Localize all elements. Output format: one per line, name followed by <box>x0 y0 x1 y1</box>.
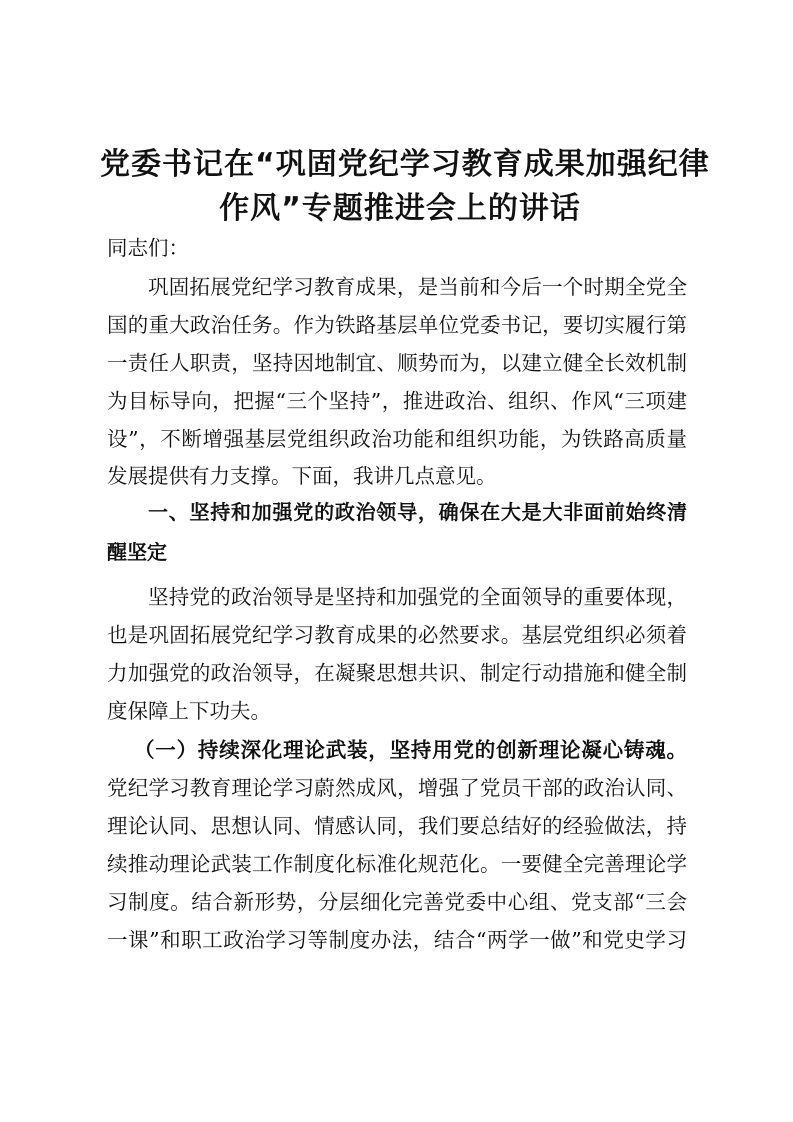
document-title-line-2: 作风”专题推进会上的讲话 <box>219 191 581 226</box>
paragraph-1-line-5: 设”，不断增强基层党组织政治功能和组织功能，为铁路高质量 <box>107 427 687 451</box>
paragraph-1-line-4: 为目标导向，把握“三个坚持”，推进政治、组织、作风“三项建 <box>107 389 687 413</box>
paragraph-3-line-1: 党纪学习教育理论学习蔚然成风，增强了党员干部的政治认同、 <box>107 776 687 800</box>
salutation: 同志们： <box>107 236 189 260</box>
paragraph-2-line-1: 坚持党的政治领导是坚持和加强党的全面领导的重要体现， <box>148 585 687 609</box>
section-1-heading-line-2: 醒坚定 <box>107 540 167 564</box>
subsection-1-heading: （一）持续深化理论武装，坚持用党的创新理论凝心铸魂。 <box>134 738 687 762</box>
paragraph-1-line-2: 国的重大政治任务。作为铁路基层单位党委书记，要切实履行第 <box>107 313 687 337</box>
section-1-heading-line-1: 一、坚持和加强党的政治领导，确保在大是大非面前始终清 <box>148 500 687 524</box>
paragraph-1-line-3: 一责任人职责，坚持因地制宜、顺势而为，以建立健全长效机制 <box>107 351 687 375</box>
paragraph-2-line-4: 度保障上下功夫。 <box>107 699 271 723</box>
paragraph-2-line-3: 力加强党的政治领导，在凝聚思想共识、制定行动措施和健全制 <box>107 661 687 685</box>
paragraph-3-line-2: 理论认同、思想认同、情感认同，我们要总结好的经验做法，持 <box>107 814 687 838</box>
paragraph-3-line-3: 续推动理论武装工作制度化标准化规范化。一要健全完善理论学 <box>107 852 687 876</box>
paragraph-2-line-2: 也是巩固拓展党纪学习教育成果的必然要求。基层党组织必须着 <box>107 623 687 647</box>
paragraph-3-line-4: 习制度。结合新形势，分层细化完善党委中心组、党支部“三会 <box>107 890 687 914</box>
paragraph-3-line-5: 一课”和职工政治学习等制度办法，结合“两学一做”和党史学习 <box>107 928 687 952</box>
document-title-line-1: 党委书记在“巩固党纪学习教育成果加强纪律 <box>100 147 710 182</box>
paragraph-1-line-6: 发展提供有力支撑。下面，我讲几点意见。 <box>107 464 497 488</box>
paragraph-1-line-1: 巩固拓展党纪学习教育成果，是当前和今后一个时期全党全 <box>148 275 687 299</box>
